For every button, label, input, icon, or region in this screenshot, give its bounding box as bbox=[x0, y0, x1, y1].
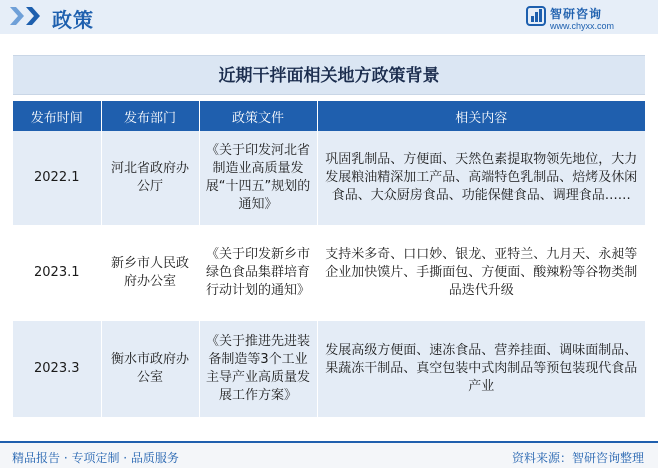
cell-date: 2022.1 bbox=[13, 131, 101, 225]
footer-source: 资料来源：智研咨询整理 bbox=[511, 451, 644, 465]
column-header-date: 发布时间 bbox=[13, 101, 101, 131]
cell-date: 2023.3 bbox=[13, 321, 101, 417]
cell-document: 《关于印发河北省制造业高质量发展“十四五”规划的通知》 bbox=[199, 131, 317, 225]
cell-content: 巩固乳制品、方便面、天然色素提取物领先地位，大力发展粮油精深加工产品、高端特色乳制品、焙烤及休闲食品、大众厨房食品、功能保健食品、调理食品…… bbox=[317, 131, 645, 225]
table-row bbox=[13, 321, 645, 417]
cell-date: 2023.1 bbox=[13, 225, 101, 321]
brand-name: 智研咨询 bbox=[550, 7, 603, 21]
section-header bbox=[0, 0, 658, 34]
cell-content: 发展高级方便面、速冻食品、营养挂面、调味面制品、果蔬冻干制品、真空包装中式肉制品等预包装现代食品产业 bbox=[317, 321, 645, 417]
chevron-right-icon bbox=[26, 7, 40, 25]
brand-logo-icon bbox=[526, 6, 546, 26]
cell-document: 《关于推进先进装备制造等3个工业主导产业高质量发展工作方案》 bbox=[199, 321, 317, 417]
table-title: 近期干拌面相关地方政策背景 bbox=[13, 55, 645, 95]
cell-content: 支持米多奇、口口妙、银龙、亚特兰、九月天、永昶等企业加快馍片、手撕面包、方便面、酸辣粉等谷物类制品迭代升级 bbox=[317, 225, 645, 321]
footer-tagline: 精品报告 · 专项定制 · 品质服务 bbox=[12, 451, 179, 465]
chevron-right-icon bbox=[10, 7, 24, 25]
column-header-content: 相关内容 bbox=[317, 101, 645, 131]
policy-table bbox=[13, 101, 645, 417]
cell-department: 河北省政府办公厅 bbox=[101, 131, 199, 225]
cell-department: 衡水市政府办公室 bbox=[101, 321, 199, 417]
table-row bbox=[13, 225, 645, 321]
brand-url: www.chyxx.com bbox=[550, 21, 615, 31]
page-footer bbox=[0, 441, 658, 468]
table-row bbox=[13, 131, 645, 225]
brand-block bbox=[526, 4, 646, 38]
section-title: 政策 bbox=[52, 8, 94, 32]
column-header-document: 政策文件 bbox=[199, 101, 317, 131]
column-header-department: 发布部门 bbox=[101, 101, 199, 131]
cell-document: 《关于印发新乡市绿色食品集群培育行动计划的通知》 bbox=[199, 225, 317, 321]
cell-department: 新乡市人民政府办公室 bbox=[101, 225, 199, 321]
table-header-row bbox=[13, 101, 645, 131]
